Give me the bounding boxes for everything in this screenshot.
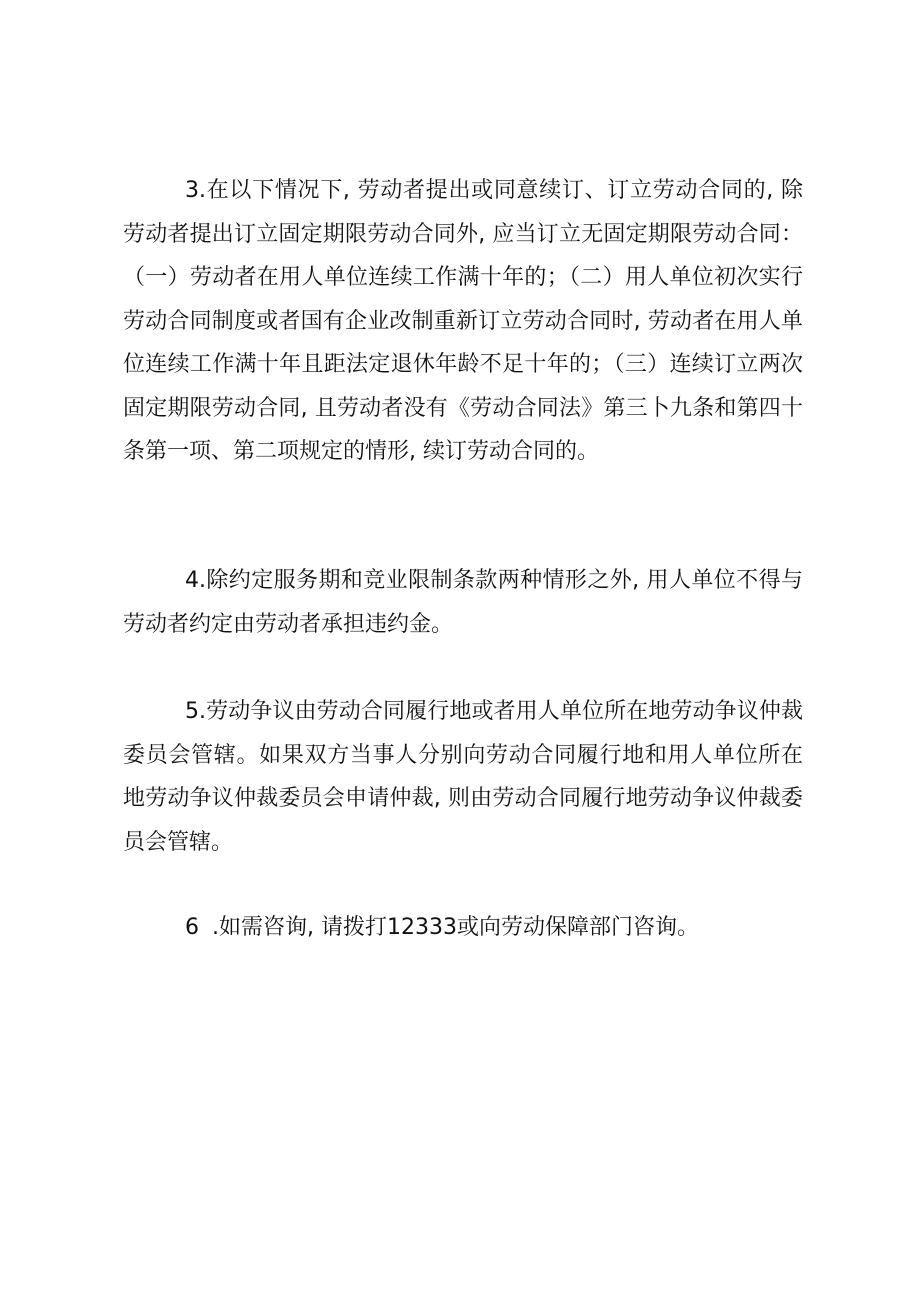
clause-text: .劳动争议由劳动合同履行地或者用人单位所在地劳动争议仲裁委员会管辖。如果双方当事人分别向劳动合同履行地和用人单位所在地劳动争议仲裁委员会申请仲裁, 则由劳动合同履行地劳动争议仲裁委员会管辖。 [123, 699, 803, 855]
clause-4 [123, 559, 803, 646]
clause-text: .除约定服务期和竞业限制条款两种情形之外, 用人单位不得与劳动者约定由劳动者承担违约金。 [123, 568, 803, 637]
clause-number: 4 [185, 568, 199, 593]
clause-number: 6 [185, 915, 199, 940]
clause-text: .在以下情况下, 劳动者提出或同意续订、订立劳动合同的, 除劳动者提出订立固定期限劳动合同外, 应当订立无固定期限劳动合同：（一）劳动者在用人单位连续工作满十年的；（二）用人单位初次实行劳动合同制度或者国有企业改制重新订立劳动合同时, 劳动者在用人单位连续工作满十年且距法定退休年龄不足十年的；（三）连续订立两次固定期限劳动合同, 且劳动者没有《劳动合同法》第三卜九条和第四十条第一项、第二项规定的情形, 续订劳动合同的。 [123, 178, 803, 464]
clause-6 [123, 906, 803, 950]
clause-number: 5 [185, 699, 199, 724]
clause-text: .如需咨询, 请拨打12333或向劳动保障部门咨询。 [212, 915, 699, 940]
clause-5 [123, 690, 803, 864]
clause-number: 3 [185, 178, 199, 203]
clause-3 [123, 169, 803, 474]
